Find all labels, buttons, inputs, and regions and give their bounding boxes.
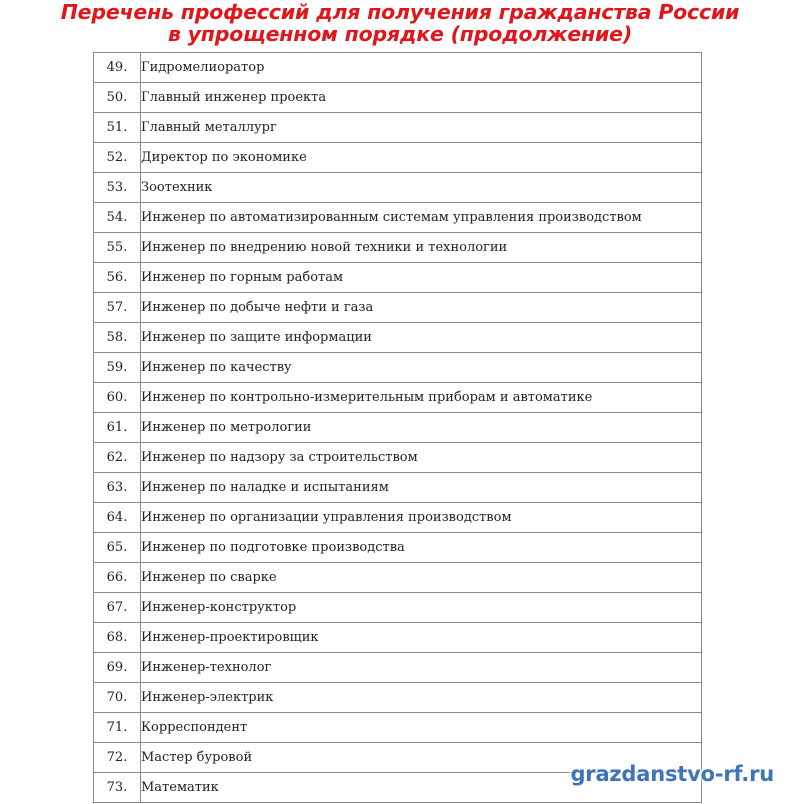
row-number: 71. [94,713,141,743]
row-number: 52. [94,143,141,173]
profession-name: Инженер-конструктор [141,593,702,623]
profession-name: Главный инженер проекта [141,83,702,113]
row-number: 54. [94,203,141,233]
table-row [94,263,702,293]
profession-name: Инженер по внедрению новой техники и технологии [141,233,702,263]
table-row [94,533,702,563]
profession-name: Корреспондент [141,713,702,743]
row-number: 61. [94,413,141,443]
professions-table-body [94,53,702,803]
row-number: 57. [94,293,141,323]
table-row [94,83,702,113]
profession-name: Гидромелиоратор [141,53,702,83]
table-row [94,293,702,323]
profession-name: Инженер по добыче нефти и газа [141,293,702,323]
table-row [94,563,702,593]
table-row [94,143,702,173]
profession-name: Инженер по организации управления производством [141,503,702,533]
profession-name: Инженер по горным работам [141,263,702,293]
profession-name: Инженер по качеству [141,353,702,383]
table-row [94,713,702,743]
row-number: 56. [94,263,141,293]
profession-name: Инженер по надзору за строительством [141,443,702,473]
table-row [94,623,702,653]
row-number: 73. [94,773,141,803]
table-row [94,353,702,383]
table-row [94,473,702,503]
table-row [94,203,702,233]
professions-table [93,52,702,803]
row-number: 49. [94,53,141,83]
table-row [94,503,702,533]
table-row [94,53,702,83]
row-number: 50. [94,83,141,113]
row-number: 69. [94,653,141,683]
table-row [94,413,702,443]
row-number: 62. [94,443,141,473]
profession-name: Главный металлург [141,113,702,143]
page-title-line-1: Перечень профессий для получения гражданства России [60,0,740,24]
table-row [94,323,702,353]
profession-name: Инженер по защите информации [141,323,702,353]
profession-name: Инженер-электрик [141,683,702,713]
profession-name: Инженер-проектировщик [141,623,702,653]
row-number: 55. [94,233,141,263]
row-number: 66. [94,563,141,593]
table-row [94,233,702,263]
profession-name: Инженер по наладке и испытаниям [141,473,702,503]
row-number: 64. [94,503,141,533]
table-row [94,593,702,623]
row-number: 53. [94,173,141,203]
profession-name: Инженер по автоматизированным системам управления производством [141,203,702,233]
row-number: 60. [94,383,141,413]
profession-name: Директор по экономике [141,143,702,173]
page-title-line-2: в упрощенном порядке (продолжение) [167,22,633,46]
table-row [94,683,702,713]
row-number: 70. [94,683,141,713]
table-row [94,653,702,683]
row-number: 67. [94,593,141,623]
profession-name: Мастер буровой [141,743,702,773]
profession-name: Инженер-технолог [141,653,702,683]
row-number: 51. [94,113,141,143]
profession-name: Инженер по метрологии [141,413,702,443]
profession-name: Математик [141,773,702,803]
row-number: 65. [94,533,141,563]
row-number: 58. [94,323,141,353]
table-row [94,113,702,143]
table-row [94,383,702,413]
row-number: 68. [94,623,141,653]
profession-name: Инженер по контрольно-измерительным приборам и автоматике [141,383,702,413]
table-row [94,443,702,473]
site-watermark: grazdanstvo-rf.ru [570,762,774,786]
profession-name: Инженер по подготовке производства [141,533,702,563]
profession-name: Инженер по сварке [141,563,702,593]
profession-name: Зоотехник [141,173,702,203]
page-title [0,1,800,45]
row-number: 59. [94,353,141,383]
row-number: 72. [94,743,141,773]
table-row [94,173,702,203]
row-number: 63. [94,473,141,503]
